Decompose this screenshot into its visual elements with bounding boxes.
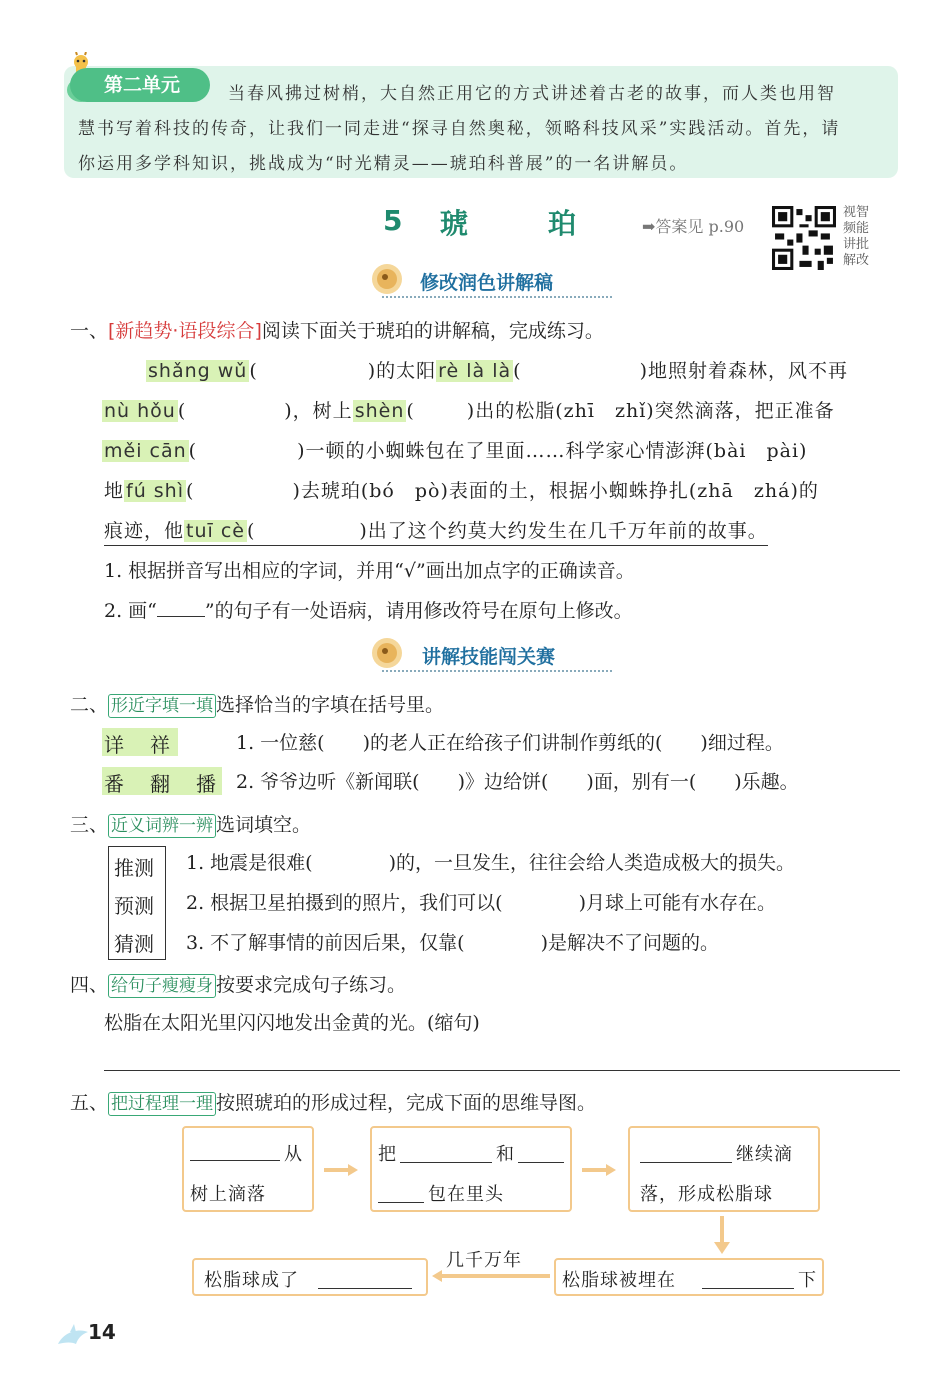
q1-sub2 (104, 596, 633, 623)
dolphin-icon (56, 1318, 90, 1352)
paren-open: ( (249, 360, 258, 382)
answer-blank[interactable] (190, 1160, 280, 1161)
passage-text: )地照射着森林，风不再 (639, 360, 849, 382)
lesson-title-char1: 琥 (440, 207, 469, 240)
arrow-right-icon (324, 1164, 358, 1176)
q3-sentence-1: 1. 地震是很难( )的，一旦发生，往往会给人类造成极大的损失。 (186, 852, 795, 874)
q5-number: 五、 (70, 1092, 109, 1114)
paren-open: ( (188, 440, 198, 462)
q3-number: 三、 (70, 814, 109, 836)
answer-blank[interactable] (318, 1288, 412, 1289)
mindmap-text: 从 (284, 1144, 303, 1165)
q5-title (70, 1088, 596, 1116)
pinyin-relala: rè là là (438, 360, 512, 382)
word-option: 播 (196, 772, 216, 796)
pinyin-shangwu: shǎng wǔ (148, 360, 248, 382)
q4-number: 四、 (70, 974, 109, 996)
passage-line-1 (146, 356, 848, 383)
mindmap-text: 和 (496, 1144, 515, 1165)
q1-instruction: 阅读下面关于琥珀的讲解稿，完成练习。 (261, 320, 604, 342)
mindmap-text: 包在里头 (428, 1184, 504, 1205)
word-option: 预测 (114, 894, 154, 918)
section-heading-revise: 修改润色讲解稿 (420, 272, 554, 294)
qr-side-text: 视智频能讲批解改 (843, 205, 870, 268)
word-option: 祥 (150, 733, 170, 757)
unit-label: 第二单元 (70, 68, 210, 102)
pinyin-fushi: fú shì (126, 480, 185, 502)
answer-line[interactable] (104, 1070, 900, 1071)
q2-sentence-2: 2. 爷爷边听《新闻联( )》边给饼( )面，别有一( )乐趣。 (236, 771, 799, 793)
q3-sentence-3: 3. 不了解事情的前因后果，仅靠( )是解决不了问题的。 (186, 932, 719, 954)
passage-text: )去琥珀(bó pò)表面的土，根据小蜘蛛挣扎(zhā zhá)的 (292, 480, 819, 502)
passage-text: 地 (104, 480, 125, 502)
pinyin-nuhou: nù hǒu (104, 400, 176, 422)
arrow-left-icon (432, 1270, 550, 1282)
mindmap-text: 树上滴落 (190, 1184, 266, 1205)
answer-blank[interactable] (518, 1162, 564, 1163)
q5-instruction: 按照琥珀的形成过程，完成下面的思维导图。 (216, 1092, 597, 1114)
q2-sentence-1: 1. 一位慈( )的老人正在给孩子们讲制作剪纸的( )细过程。 (236, 732, 784, 754)
q1-number: 一、 (70, 320, 109, 342)
q1-tag: [新趋势·语段综合] (108, 320, 262, 342)
answer-blank[interactable] (378, 1202, 424, 1203)
q4-title (70, 970, 406, 998)
mindmap-text: 把 (378, 1144, 397, 1165)
word-option: 推测 (114, 856, 154, 880)
mindmap-text: 落，形成松脂球 (640, 1184, 773, 1205)
lesson-title-char2: 珀 (548, 207, 577, 240)
underline-sample (157, 616, 205, 617)
lesson-number: 5 (383, 204, 403, 237)
amber-icon (370, 636, 404, 670)
passage-line-3 (102, 436, 807, 463)
passage-line-5-underlined (104, 516, 768, 546)
mindmap-text: 松脂球成了 (204, 1270, 299, 1291)
section-divider (382, 670, 612, 672)
word-option: 猜测 (114, 932, 154, 956)
passage-text: )，树上 (284, 400, 353, 422)
intro-line-3: 你运用多学科知识，挑战成为“时光精灵——琥珀科普展”的一名讲解员。 (78, 154, 689, 174)
section-divider (382, 296, 612, 298)
answer-blank[interactable] (702, 1288, 794, 1289)
passage-text: )出了这个约莫大约发生在几千万年前的故事。 (359, 520, 768, 542)
sub2-text-post: ”的句子有一处语病，请用修改符号在原句上修改。 (204, 600, 633, 622)
pinyin-tuice: tuī cè (186, 520, 245, 542)
passage-line-2 (102, 396, 835, 423)
page-number: 14 (88, 1320, 116, 1344)
mindmap-text: 下 (798, 1270, 817, 1291)
passage-line-4 (104, 476, 819, 503)
mindmap-text: 继续滴 (736, 1144, 793, 1165)
arrow-right-icon (582, 1164, 616, 1176)
q3-sentence-2: 2. 根据卫星拍摄到的照片，我们可以( )月球上可能有水存在。 (186, 892, 776, 914)
arrow-down-icon (714, 1216, 730, 1254)
q3-tag: 近义词辨一辨 (108, 814, 216, 838)
paren-open: ( (406, 400, 415, 422)
passage-text: )一顿的小蜘蛛包在了里面……科学家心情澎湃(bài pài) (297, 440, 808, 462)
q2-instruction: 选择恰当的字填在括号里。 (216, 694, 445, 716)
answer-blank[interactable] (400, 1162, 492, 1163)
word-option: 详 (104, 733, 124, 757)
passage-text: )的太阳 (367, 360, 437, 382)
q3-title (70, 810, 311, 838)
section-heading-skills: 讲解技能闯关赛 (422, 646, 556, 668)
sub2-text-pre: 2. 画“ (104, 600, 157, 622)
q3-instruction: 选词填空。 (216, 814, 312, 836)
answer-blank[interactable] (640, 1162, 732, 1163)
paren-open: ( (186, 480, 195, 502)
q1-title (70, 316, 604, 343)
paren-open: ( (513, 360, 522, 382)
intro-line-2: 慧书写着科技的传奇，让我们一同走进“探寻自然奥秘，领略科技风采”实践活动。首先，请 (78, 119, 841, 139)
q1-sub1: 1. 根据拼音写出相应的字词，并用“√”画出加点字的正确读音。 (104, 560, 635, 582)
q2-tag: 形近字填一填 (108, 694, 216, 718)
answer-reference: ➡答案见 p.90 (642, 217, 745, 236)
intro-line-1: 当春风拂过树梢，大自然正用它的方式讲述着古老的故事，而人类也用智 (228, 84, 836, 104)
qr-code-icon[interactable] (772, 206, 836, 270)
paren-open: ( (177, 400, 187, 422)
pinyin-meican: měi cān (104, 440, 187, 462)
q4-sentence: 松脂在太阳光里闪闪地发出金黄的光。(缩句) (104, 1012, 480, 1034)
amber-icon (370, 262, 404, 296)
q4-instruction: 按要求完成句子练习。 (216, 974, 407, 996)
q5-tag: 把过程理一理 (108, 1092, 216, 1116)
q4-tag: 给句子瘦瘦身 (108, 974, 216, 998)
passage-text: )出的松脂(zhī zhǐ)突然滴落，把正准备 (466, 400, 835, 422)
q2-number: 二、 (70, 694, 109, 716)
paren-open: ( (246, 520, 256, 542)
q2-title (70, 690, 444, 718)
mindmap-text: 松脂球被埋在 (562, 1270, 676, 1291)
arrow-label: 几千万年 (446, 1250, 522, 1271)
pinyin-shen: shèn (354, 400, 405, 422)
passage-text: 痕迹，他 (104, 520, 185, 542)
word-option: 番 (104, 772, 124, 796)
word-option: 翻 (150, 772, 170, 796)
